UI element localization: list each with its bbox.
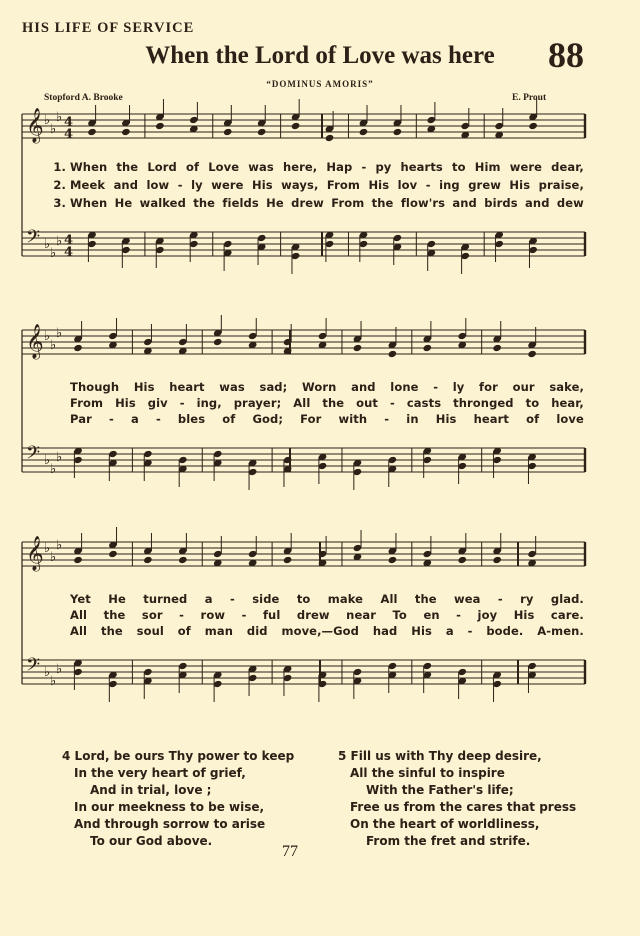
- composer-credit: E. Prout: [512, 93, 547, 103]
- flat-sign: ♭: [44, 329, 51, 344]
- lyric-syllable: Hap: [326, 159, 353, 174]
- lyric-syllable: bode.: [486, 623, 524, 638]
- lyric-syllable: When: [70, 195, 108, 210]
- lyric-syllable: His: [435, 411, 457, 426]
- lyric-syllable: flow'rs: [400, 195, 446, 210]
- hymn-title: When the Lord of Love was here: [145, 42, 495, 69]
- treble-clef: 𝄞: [26, 108, 44, 143]
- lyric-syllable: the: [371, 195, 394, 210]
- lyric-syllable: Yet: [70, 591, 91, 606]
- lyric-syllable: sad;: [259, 379, 288, 394]
- flat-sign: ♭: [44, 113, 51, 128]
- lyric-syllable: with: [338, 411, 368, 426]
- lyric-syllable: ful: [262, 607, 281, 622]
- lyric-syllable: He: [114, 195, 133, 210]
- lyric-syllable: Him: [474, 159, 501, 174]
- stanza-4: 4 Lord, be ours Thy power to keep In the very heart of grief, And in trial, love ; In our meekness to be wise, And through sorrow to arise To our God above.: [62, 749, 295, 848]
- lyric-syllable: and: [525, 195, 550, 210]
- note-head: [155, 122, 165, 130]
- lyric-syllable: All: [380, 591, 398, 606]
- flat-sign: ♭: [50, 550, 57, 565]
- note-head: [143, 556, 153, 564]
- lyric-syllable: -: [177, 177, 183, 192]
- lyric-syllable: low: [146, 177, 170, 192]
- note-head: [393, 128, 403, 136]
- lyric-syllable: -: [425, 177, 431, 192]
- lyric-syllable: to: [452, 159, 466, 174]
- lyric-syllable: joy: [477, 607, 498, 622]
- note-head: [492, 344, 502, 352]
- lyric-line: 2. Meek and low - ly were His ways, From His lov - ing grew His praise,: [53, 177, 584, 192]
- note-head: [73, 556, 83, 564]
- lyric-syllable: He: [108, 591, 126, 606]
- lyric-syllable: ly: [191, 177, 203, 192]
- lyric-syllable: were: [509, 159, 543, 174]
- lyric-syllable: God;: [252, 411, 284, 426]
- lyric-syllable: of: [177, 623, 191, 638]
- lyric-syllable: giv: [147, 395, 168, 410]
- lyric-line: [44, 378, 584, 395]
- lyric-syllable: the: [322, 395, 345, 410]
- lyric-syllable: -: [230, 591, 235, 606]
- lyric-syllable: Meek: [70, 177, 106, 192]
- note-head: [283, 556, 293, 564]
- flat-sign: ♭: [56, 538, 63, 553]
- lyric-syllable: en: [423, 607, 440, 622]
- tune-name: “DOMINUS AMORIS”: [266, 79, 374, 89]
- note-head: [528, 122, 538, 130]
- lyric-syllable: in: [406, 411, 419, 426]
- flat-sign: ♭: [50, 122, 57, 137]
- lyric-line: [44, 606, 584, 623]
- lyric-syllable: care.: [550, 607, 584, 622]
- lyric-syllable: row: [200, 607, 226, 622]
- lyric-syllable: the: [103, 607, 126, 622]
- lyric-line: 1. When the Lord of Love was here, Hap - py hearts to Him were dear,: [53, 159, 584, 174]
- lyric-syllable: -: [361, 159, 367, 174]
- note-head: [291, 122, 301, 130]
- note-head: [423, 344, 433, 352]
- lyric-syllable: out: [356, 395, 379, 410]
- lyric-syllable: walked: [139, 195, 186, 210]
- lyric-syllable: turned: [143, 591, 188, 606]
- lyric-syllable: the: [414, 591, 437, 606]
- lyric-syllable: were: [211, 177, 244, 192]
- lyric-syllable: Worn: [302, 379, 337, 394]
- note-head: [353, 344, 363, 352]
- flat-sign: ♭: [56, 450, 63, 465]
- note-head: [388, 350, 398, 358]
- lyric-syllable: wea: [454, 591, 481, 606]
- lyric-syllable: grew: [468, 177, 501, 192]
- lyric-syllable: -: [390, 395, 395, 410]
- note-head: [87, 128, 97, 136]
- treble-clef: 𝄞: [26, 536, 44, 571]
- lyric-line: [44, 590, 584, 607]
- lyric-syllable: and: [351, 379, 376, 394]
- lyric-syllable: glad.: [550, 591, 584, 606]
- lyric-syllable: His: [513, 607, 535, 622]
- lyric-syllable: a: [445, 623, 454, 638]
- lyric-syllable: His: [368, 177, 390, 192]
- lyric-syllable: py: [375, 159, 392, 174]
- lyric-syllable: He: [266, 195, 284, 210]
- lyric-syllable: prayer;: [233, 395, 282, 410]
- lyric-syllable: praise,: [538, 177, 584, 192]
- lyric-syllable: did: [246, 623, 268, 638]
- note-head: [121, 128, 131, 136]
- lyric-syllable: had: [372, 623, 398, 638]
- time-signature: 4: [64, 245, 74, 260]
- lyric-syllable: -: [108, 411, 114, 426]
- treble-clef: 𝄞: [26, 324, 44, 359]
- note-head: [73, 344, 83, 352]
- flat-sign: ♭: [50, 674, 57, 689]
- lyric-syllable: sor: [141, 607, 163, 622]
- note-head: [359, 128, 369, 136]
- lyric-syllable: birds: [484, 195, 518, 210]
- lyric-syllable: the: [193, 195, 216, 210]
- lyric-syllable: -: [433, 379, 439, 394]
- lyric-syllable: From: [70, 395, 104, 410]
- lyric-syllable: All: [293, 395, 311, 410]
- lyric-syllable: bles: [177, 411, 206, 426]
- lyric-syllable: sake,: [549, 379, 584, 394]
- stanza-5: 5 Fill us with Thy deep desire, All the sinful to inspire With the Father's life; Free us from the cares that press On the heart of worldliness, From the fret and strife.: [338, 749, 577, 848]
- lyric-line: [44, 622, 584, 639]
- note-head: [108, 550, 118, 558]
- lyric-syllable: To: [392, 607, 407, 622]
- lyric-syllable: All: [70, 607, 88, 622]
- flat-sign: ♭: [56, 234, 63, 249]
- flat-sign: ♭: [56, 662, 63, 677]
- lyric-syllable: -: [456, 607, 462, 622]
- page-number: 77: [282, 843, 298, 860]
- flat-sign: ♭: [56, 326, 63, 341]
- lyric-syllable: A-men.: [537, 623, 584, 638]
- lyric-syllable: lov: [397, 177, 418, 192]
- time-signature: 4: [64, 115, 74, 130]
- lyric-syllable: our: [512, 379, 535, 394]
- lyric-syllable: side: [252, 591, 280, 606]
- lyric-syllable: For: [300, 411, 322, 426]
- lyric-syllable: casts: [406, 395, 442, 410]
- lyric-syllable: -: [155, 411, 161, 426]
- lyric-syllable: fields: [222, 195, 259, 210]
- section-heading: HIS LIFE OF SERVICE: [22, 20, 195, 36]
- lyric-syllable: ing: [439, 177, 460, 192]
- note-head: [492, 556, 502, 564]
- lyric-syllable: -: [384, 411, 390, 426]
- lyric-syllable: a: [130, 411, 139, 426]
- lyric-syllable: hearts: [400, 159, 443, 174]
- lyric-syllable: Though: [70, 379, 120, 394]
- lyric-syllable: Love: [208, 159, 240, 174]
- lyric-syllable: His: [251, 177, 273, 192]
- lyric-syllable: drew: [296, 607, 330, 622]
- lyric-syllable: and: [113, 177, 139, 192]
- note-head: [457, 556, 467, 564]
- bass-clef: 𝄢: [26, 655, 41, 680]
- lyric-syllable: to: [296, 591, 311, 606]
- lyric-line: 3. When He walked the fields He drew From the flow'rs and birds and dew: [53, 195, 584, 210]
- lyric-syllable: to: [525, 395, 540, 410]
- lyric-syllable: and: [452, 195, 477, 210]
- lyric-syllable: love: [556, 411, 584, 426]
- lyric-line: [44, 394, 584, 411]
- lyric-syllable: move,—God: [281, 623, 360, 638]
- lyric-syllable: -: [179, 395, 185, 410]
- time-signature: 4: [64, 127, 74, 142]
- lyric-syllable: -: [497, 591, 503, 606]
- lyric-syllable: near: [346, 607, 376, 622]
- lyric-syllable: was: [219, 379, 245, 394]
- lyric-syllable: ly: [452, 379, 465, 394]
- bass-clef: 𝄢: [26, 227, 41, 252]
- lyric-syllable: All: [70, 623, 88, 638]
- lyric-syllable: the: [116, 159, 139, 174]
- lyric-syllable: thronged: [453, 395, 514, 410]
- lyric-syllable: of: [526, 411, 540, 426]
- note-head: [325, 134, 335, 142]
- lyric-syllable: dew: [556, 195, 584, 210]
- lyric-syllable: drew: [291, 195, 324, 210]
- lyric-syllable: man: [204, 623, 234, 638]
- lyric-syllable: Par: [70, 411, 92, 426]
- lyric-syllable: heart: [169, 379, 205, 394]
- lyric-syllable: a: [204, 591, 213, 606]
- lyric-syllable: hear,: [551, 395, 584, 410]
- note-head: [527, 350, 537, 358]
- flat-sign: ♭: [44, 665, 51, 680]
- lyric-syllable: make: [327, 591, 364, 606]
- lyric-syllable: ing,: [196, 395, 222, 410]
- flat-sign: ♭: [44, 541, 51, 556]
- lyric-syllable: of: [222, 411, 236, 426]
- time-signature: 4: [64, 233, 74, 248]
- flat-sign: ♭: [44, 453, 51, 468]
- lyric-syllable: ways,: [281, 177, 319, 192]
- lyric-syllable: the: [100, 623, 123, 638]
- lyric-syllable: here,: [282, 159, 318, 174]
- lyric-line: [44, 410, 584, 427]
- lyric-syllable: From: [326, 177, 360, 192]
- note-head: [223, 128, 233, 136]
- lyric-syllable: His: [411, 623, 432, 638]
- flat-sign: ♭: [50, 338, 57, 353]
- author-credit: Stopford A. Brooke: [44, 93, 123, 103]
- flat-sign: ♭: [44, 237, 51, 252]
- lyric-syllable: heart: [473, 411, 509, 426]
- lyric-syllable: of: [185, 159, 200, 174]
- lyric-syllable: was: [248, 159, 274, 174]
- lyric-syllable: His: [115, 395, 136, 410]
- lyric-syllable: From: [331, 195, 365, 210]
- flat-sign: ♭: [50, 246, 57, 261]
- note-head: [213, 338, 223, 346]
- lyric-syllable: His: [133, 379, 155, 394]
- lyric-syllable: ry: [520, 591, 534, 606]
- lyric-syllable: Lord: [147, 159, 177, 174]
- flat-sign: ♭: [50, 462, 57, 477]
- lyric-syllable: -: [467, 623, 473, 638]
- note-head: [388, 556, 398, 564]
- lyric-syllable: lone: [390, 379, 419, 394]
- note-head: [178, 556, 188, 564]
- lyric-syllable: When: [70, 159, 108, 174]
- lyric-syllable: for: [479, 379, 498, 394]
- note-head: [257, 128, 267, 136]
- lyric-syllable: dear,: [551, 159, 584, 174]
- flat-sign: ♭: [56, 110, 63, 125]
- lyric-syllable: -: [241, 607, 247, 622]
- hymn-number: 88: [548, 35, 584, 75]
- bass-clef: 𝄢: [26, 443, 41, 468]
- lyric-syllable: soul: [136, 623, 164, 638]
- lyric-syllable: -: [179, 607, 185, 622]
- lyric-syllable: His: [509, 177, 531, 192]
